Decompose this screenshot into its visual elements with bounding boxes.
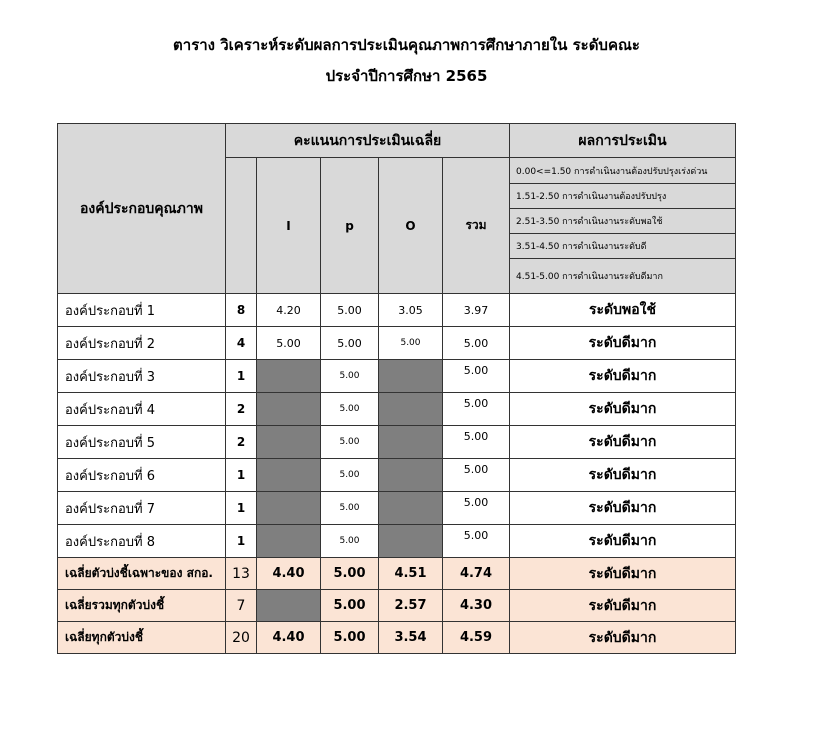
criteria-item: 1.51-2.50 การดำเนินงานต้องปรับปรุง bbox=[510, 184, 736, 209]
col-i-header: I bbox=[257, 158, 321, 294]
summary-row bbox=[58, 558, 736, 590]
cell-i: 4.20 bbox=[257, 294, 321, 327]
summary-label: เฉลี่ยทุกตัวบ่งชี้ bbox=[58, 622, 226, 654]
table-row bbox=[58, 492, 736, 525]
cell-result: ระดับดีมาก bbox=[510, 393, 736, 426]
cell-o-empty bbox=[379, 393, 443, 426]
cell-result: ระดับดีมาก bbox=[510, 327, 736, 360]
cell-o-empty bbox=[379, 426, 443, 459]
cell-o-empty bbox=[379, 459, 443, 492]
row-count: 1 bbox=[226, 360, 257, 393]
col-p-header: p bbox=[321, 158, 379, 294]
cell-i-empty bbox=[257, 426, 321, 459]
summary-p: 5.00 bbox=[321, 622, 379, 654]
criteria-item: 0.00<=1.50 การดำเนินงานต้องปรับปรุงเร่งด่วน bbox=[510, 158, 736, 184]
row-label: องค์ประกอบที่ 8 bbox=[58, 525, 226, 558]
row-label: องค์ประกอบที่ 1 bbox=[58, 294, 226, 327]
summary-total: 4.74 bbox=[443, 558, 510, 590]
criteria-item: 4.51-5.00 การดำเนินงานระดับดีมาก bbox=[510, 259, 736, 294]
avg-score-header: คะแนนการประเมินเฉลี่ย bbox=[226, 124, 510, 158]
summary-result: ระดับดีมาก bbox=[510, 558, 736, 590]
report-subtitle: ประจำปีการศึกษา 2565 bbox=[325, 67, 488, 85]
summary-i-empty bbox=[257, 590, 321, 622]
table-row bbox=[58, 294, 736, 327]
cell-p: 5.00 bbox=[321, 360, 379, 393]
cell-p: 5.00 bbox=[321, 492, 379, 525]
cell-total: 3.97 bbox=[443, 294, 510, 327]
table-row bbox=[58, 360, 736, 393]
cell-result: ระดับดีมาก bbox=[510, 459, 736, 492]
table-row bbox=[58, 459, 736, 492]
n-header bbox=[226, 158, 257, 294]
row-label: องค์ประกอบที่ 6 bbox=[58, 459, 226, 492]
cell-i-empty bbox=[257, 525, 321, 558]
row-count: 2 bbox=[226, 426, 257, 459]
table-row bbox=[58, 327, 736, 360]
cell-p: 5.00 bbox=[321, 459, 379, 492]
summary-count: 7 bbox=[226, 590, 257, 622]
cell-p: 5.00 bbox=[321, 525, 379, 558]
cell-o-empty bbox=[379, 360, 443, 393]
summary-o: 4.51 bbox=[379, 558, 443, 590]
criteria-item: 3.51-4.50 การดำเนินงานระดับดี bbox=[510, 234, 736, 259]
cell-o-empty bbox=[379, 492, 443, 525]
cell-o-empty bbox=[379, 525, 443, 558]
summary-row bbox=[58, 622, 736, 654]
assessment-table bbox=[57, 123, 736, 654]
cell-i-empty bbox=[257, 459, 321, 492]
summary-o: 3.54 bbox=[379, 622, 443, 654]
cell-p: 5.00 bbox=[321, 426, 379, 459]
cell-result: ระดับดีมาก bbox=[510, 525, 736, 558]
summary-label: เฉลี่ยตัวบ่งชี้เฉพาะของ สกอ. bbox=[58, 558, 226, 590]
table-row bbox=[58, 393, 736, 426]
cell-o: 5.00 bbox=[379, 327, 443, 360]
cell-i-empty bbox=[257, 492, 321, 525]
row-count: 4 bbox=[226, 327, 257, 360]
row-count: 8 bbox=[226, 294, 257, 327]
row-label: องค์ประกอบที่ 4 bbox=[58, 393, 226, 426]
summary-o: 2.57 bbox=[379, 590, 443, 622]
cell-result: ระดับดีมาก bbox=[510, 492, 736, 525]
col-o-header: O bbox=[379, 158, 443, 294]
summary-i: 4.40 bbox=[257, 622, 321, 654]
component-header: องค์ประกอบคุณภาพ bbox=[58, 124, 226, 294]
summary-i: 4.40 bbox=[257, 558, 321, 590]
cell-result: ระดับดีมาก bbox=[510, 426, 736, 459]
report-title: ตาราง วิเคราะห์ระดับผลการประเมินคุณภาพการศึกษาภายใน ระดับคณะ bbox=[173, 36, 640, 54]
row-label: องค์ประกอบที่ 2 bbox=[58, 327, 226, 360]
row-label: องค์ประกอบที่ 5 bbox=[58, 426, 226, 459]
criteria-item: 2.51-3.50 การดำเนินงานระดับพอใช้ bbox=[510, 209, 736, 234]
row-count: 1 bbox=[226, 525, 257, 558]
cell-i-empty bbox=[257, 393, 321, 426]
cell-i-empty bbox=[257, 360, 321, 393]
cell-i: 5.00 bbox=[257, 327, 321, 360]
cell-total: 5.00 bbox=[443, 426, 510, 459]
summary-label: เฉลี่ยรวมทุกตัวบ่งชี้ bbox=[58, 590, 226, 622]
summary-count: 20 bbox=[226, 622, 257, 654]
row-count: 2 bbox=[226, 393, 257, 426]
summary-result: ระดับดีมาก bbox=[510, 590, 736, 622]
cell-p: 5.00 bbox=[321, 327, 379, 360]
cell-total: 5.00 bbox=[443, 492, 510, 525]
table-row bbox=[58, 525, 736, 558]
table-row bbox=[58, 426, 736, 459]
cell-result: ระดับดีมาก bbox=[510, 360, 736, 393]
cell-total: 5.00 bbox=[443, 525, 510, 558]
summary-p: 5.00 bbox=[321, 590, 379, 622]
cell-total: 5.00 bbox=[443, 360, 510, 393]
cell-p: 5.00 bbox=[321, 393, 379, 426]
result-header: ผลการประเมิน bbox=[510, 124, 736, 158]
summary-row bbox=[58, 590, 736, 622]
cell-result: ระดับพอใช้ bbox=[510, 294, 736, 327]
cell-p: 5.00 bbox=[321, 294, 379, 327]
row-label: องค์ประกอบที่ 3 bbox=[58, 360, 226, 393]
col-total-header: รวม bbox=[443, 158, 510, 294]
summary-total: 4.30 bbox=[443, 590, 510, 622]
summary-total: 4.59 bbox=[443, 622, 510, 654]
row-label: องค์ประกอบที่ 7 bbox=[58, 492, 226, 525]
cell-o: 3.05 bbox=[379, 294, 443, 327]
cell-total: 5.00 bbox=[443, 393, 510, 426]
row-count: 1 bbox=[226, 459, 257, 492]
cell-total: 5.00 bbox=[443, 327, 510, 360]
summary-count: 13 bbox=[226, 558, 257, 590]
summary-result: ระดับดีมาก bbox=[510, 622, 736, 654]
cell-total: 5.00 bbox=[443, 459, 510, 492]
summary-p: 5.00 bbox=[321, 558, 379, 590]
row-count: 1 bbox=[226, 492, 257, 525]
